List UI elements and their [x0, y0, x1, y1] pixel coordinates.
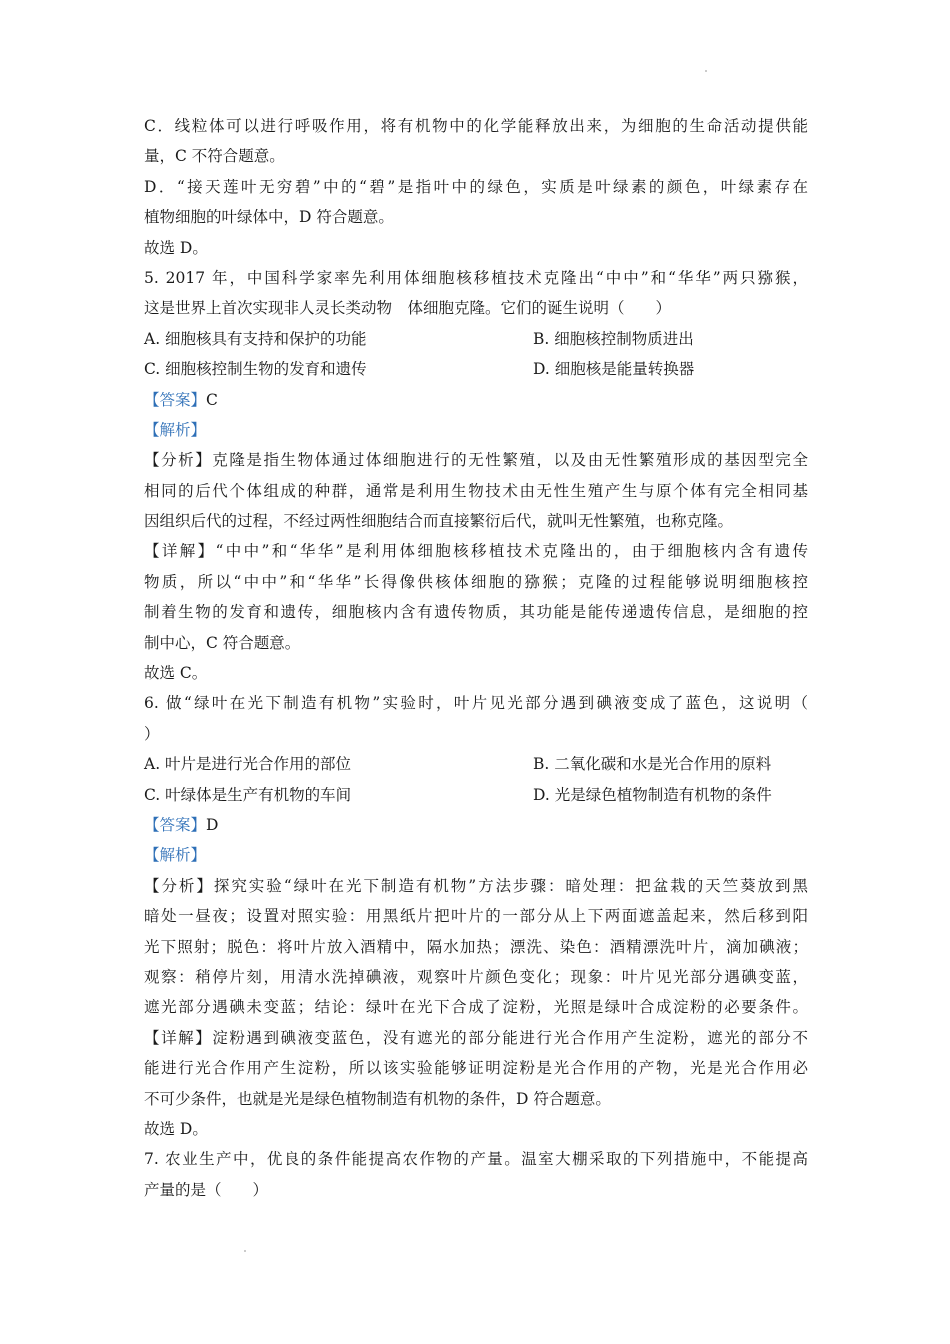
- q4-option-d-line2: 植物细胞的叶绿体中，D 符合题意。: [144, 208, 394, 227]
- q5-xiangjie-line1: [144, 536, 808, 566]
- q5-fenxi-tag: 【分析】: [144, 451, 213, 470]
- q6-options-row2: [144, 780, 808, 810]
- q5-option-c: C. 细胞核控制生物的发育和遗传: [144, 360, 367, 379]
- q6-conclusion: 故选 D。: [144, 1119, 208, 1138]
- q6-fenxi-line3: 光下照射；脱色：将叶片放入酒精中，隔水加热；漂洗、染色：酒精漂洗叶片，滴加碘液；: [144, 937, 808, 956]
- q5-options-row1: [144, 324, 808, 354]
- q5-answer-value: C: [206, 390, 218, 409]
- q5-option-a: A. 细胞核具有支持和保护的功能: [144, 329, 367, 348]
- q6-stem-line2: ）: [144, 724, 160, 743]
- corner-mark-top: [705, 70, 707, 72]
- q6-answer-value: D: [206, 815, 219, 834]
- q6-analysis-heading: [144, 840, 808, 870]
- corner-mark-bottom: [244, 1250, 246, 1252]
- q6-fenxi-line2: 暗处一昼夜；设置对照实验：用黑纸片把叶片的一部分从上下两面遮盖起来，然后移到阳: [144, 907, 808, 926]
- q5-xiangjie-line4: 制中心，C 符合题意。: [144, 633, 301, 652]
- q6-option-d: D. 光是绿色植物制造有机物的条件: [533, 785, 772, 804]
- q5-xiangjie-line2: 物质，所以“中中”和“华华”长得像供核体细胞的猕猴；克隆的过程能够说明细胞核控: [144, 572, 808, 591]
- q5-fenxi-line1: [144, 445, 808, 475]
- q5-xiangjie-text1: “中中”和“华华”是利用体细胞核移植技术克隆出的，由于细胞核内含有遗传: [215, 542, 808, 561]
- q5-analysis-tag: 【解析】: [144, 420, 207, 439]
- q7-stem-line1: 7. 农业生产中，优良的条件能提高农作物的产量。温室大棚采取的下列措施中，不能提高: [144, 1150, 808, 1169]
- q5-conclusion: 故选 C。: [144, 664, 208, 683]
- q6-answer: [144, 810, 808, 840]
- q6-fenxi-line1: [144, 871, 808, 901]
- q6-fenxi-tag: 【分析】: [144, 876, 214, 895]
- q6-xiangjie-tag: 【详解】: [144, 1028, 213, 1047]
- q6-option-c: C. 叶绿体是生产有机物的车间: [144, 785, 352, 804]
- q5-option-d: D. 细胞核是能量转换器: [533, 360, 695, 379]
- q5-option-b: B. 细胞核控制物质进出: [533, 329, 694, 348]
- q4-option-c-line1: C．线粒体可以进行呼吸作用，将有机物中的化学能释放出来，为细胞的生命活动提供能: [144, 117, 808, 135]
- q5-xiangjie-tag: 【详解】: [144, 542, 216, 561]
- q6-stem-line1: 6. 做“绿叶在光下制造有机物”实验时，叶片见光部分遇到碘液变成了蓝色，这说明（: [144, 694, 808, 713]
- q7-stem-line2: 产量的是（ ）: [144, 1180, 269, 1199]
- q5-stem-line1: 5. 2017 年，中国科学家率先利用体细胞核移植技术克隆出“中中”和“华华”两只猕猴，: [144, 268, 808, 287]
- q6-xiangjie-line3: 不可少条件，也就是光是绿色植物制造有机物的条件，D 符合题意。: [144, 1089, 611, 1108]
- q6-option-a: A. 叶片是进行光合作用的部位: [144, 755, 352, 774]
- q5-fenxi-text1: 克隆是指生物体通过体细胞进行的无性繁殖，以及由无性繁殖形成的基因型完全: [212, 451, 808, 470]
- document-body: [144, 111, 808, 1205]
- q5-stem-line2: 这是世界上首次实现非人灵长类动物 体细胞克隆。它们的诞生说明（ ）: [144, 299, 672, 318]
- q6-xiangjie-line2: 能进行光合作用产生淀粉，所以该实验能够证明淀粉是光合作用的产物，光是光合作用必: [144, 1059, 808, 1078]
- q4-option-d-line1: D．“接天莲叶无穷碧”中的“碧”是指叶中的绿色，实质是叶绿素的颜色，叶绿素存在: [144, 177, 808, 196]
- q5-xiangjie-line3: 制着生物的发育和遗传，细胞核内含有遗传物质，其功能是能传递遗传信息，是细胞的控: [144, 603, 808, 622]
- q4-option-c-line2: 量，C 不符合题意。: [144, 147, 285, 166]
- q6-fenxi-text1: 探究实验“绿叶在光下制造有机物”方法步骤：暗处理：把盆栽的天竺葵放到黑: [213, 876, 808, 895]
- q5-options-row2: [144, 354, 808, 384]
- q6-xiangjie-line1: [144, 1023, 808, 1053]
- q6-options-row1: [144, 749, 808, 779]
- q4-conclusion: 故选 D。: [144, 238, 208, 257]
- q5-fenxi-line3: 因组织后代的过程，不经过两性细胞结合而直接繁衍后代，就叫无性繁殖，也称克隆。: [144, 512, 734, 531]
- q6-fenxi-line5: 遮光部分遇碘未变蓝；结论：绿叶在光下合成了淀粉，光照是绿叶合成淀粉的必要条件。: [144, 998, 808, 1017]
- q6-option-b: B. 二氧化碳和水是光合作用的原料: [533, 755, 772, 774]
- q6-xiangjie-text1: 淀粉遇到碘液变蓝色，没有遮光的部分能进行光合作用产生淀粉，遮光的部分不: [212, 1028, 808, 1047]
- q5-fenxi-line2: 相同的后代个体组成的种群，通常是利用生物技术由无性生殖产生与原个体有完全相同基: [144, 481, 808, 500]
- q6-fenxi-line4: 观察：稍停片刻，用清水洗掉碘液，观察叶片颜色变化；现象：叶片见光部分遇碘变蓝，: [144, 967, 808, 986]
- q5-answer-tag: 【答案】: [144, 390, 207, 409]
- q6-analysis-tag: 【解析】: [144, 846, 207, 865]
- q6-answer-tag: 【答案】: [144, 815, 207, 834]
- q5-analysis-heading: [144, 415, 808, 445]
- q5-answer: [144, 385, 808, 415]
